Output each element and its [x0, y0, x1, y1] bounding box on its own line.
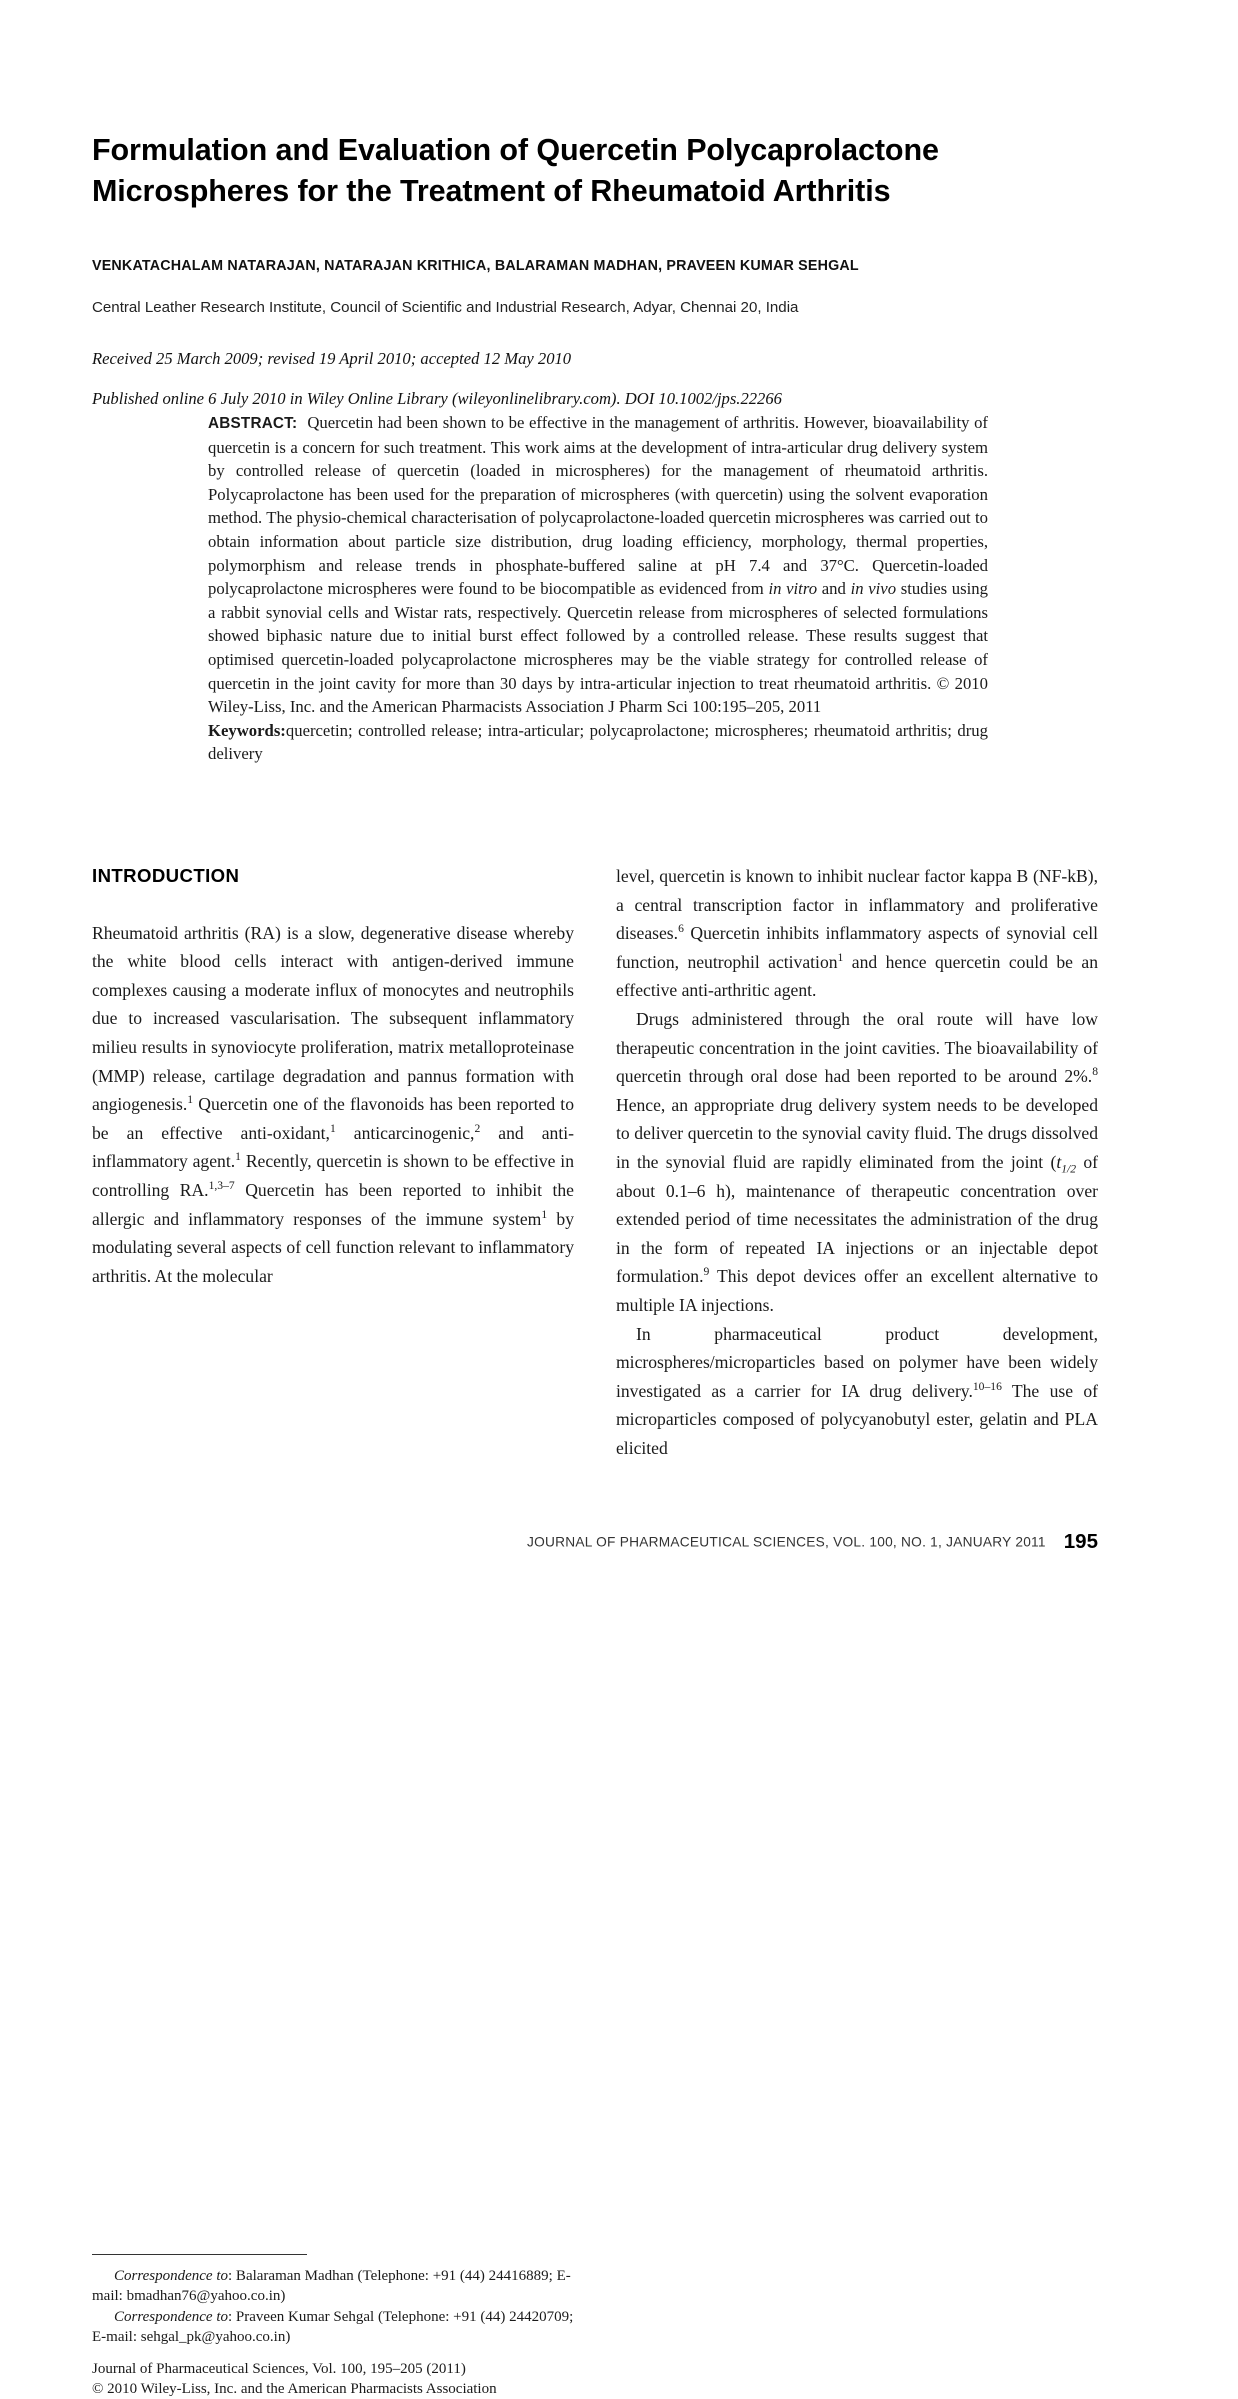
abstract-italic-in-vivo: in vivo: [850, 579, 897, 599]
running-head: JOURNAL OF PHARMACEUTICAL SCIENCES, VOL. 100, NO. 1, JANUARY 2011: [526, 1534, 1046, 1550]
abstract-italic-in-vitro: in vitro: [768, 579, 818, 599]
abstract-part-3: studies using a rabbit synovial cells and Wistar rats, respectively. Quercetin release from microspheres of selected formulations showed biphasic nature due to initial burst effect followed by a controlled release. These results suggest that optimised quercetin-loaded polycaprolactone microspheres may be the viable strategy for controlled release of quercetin in the joint cavity for more than 30 days by intra-articular injection to treat rheumatoid arthritis. © 2010 Wiley-Liss, Inc. and the American Pharmacists Association J Pharm Sci 100:195–205, 2011: [208, 579, 988, 717]
submission-history: Received 25 March 2009; revised 19 April 2010; accepted 12 May 2010: [92, 349, 572, 368]
ref-marker-6: 1: [541, 1207, 548, 1221]
correspondence-2-text: : Praveen Kumar Sehgal (Telephone: +91 (44) 24420709; E-mail: sehgal_pk@yahoo.co.in): [92, 2308, 574, 2346]
abstract-label: ABSTRACT:: [208, 415, 298, 432]
body-column-left: [92, 862, 574, 2398]
half-life-symbol: [1056, 1151, 1077, 1176]
correspondence-2-label: Correspondence to: [114, 2308, 229, 2325]
intro-left-seg-g: by modulating several aspects of cell function relevant to inflammatory arthritis. At the molecular: [92, 1208, 574, 1286]
ref-marker-9: 8: [1092, 1065, 1098, 1079]
journal-citation: Journal of Pharmaceutical Sciences, Vol. 100, 195–205 (2011): [92, 2360, 466, 2377]
intro-paragraph-right-3: [616, 1320, 1098, 1463]
intro-right-seg-i: The use of microparticles composed of polycyanobutyl ester, gelatin and PLA elicited: [616, 1380, 1098, 1458]
intro-right-seg-f: of about 0.1–6 h), maintenance of therapeutic concentration over extended period of time necessitates the administration of the drug in the form of repeated IA injections or an injectable depot formulation.: [616, 1151, 1098, 1287]
intro-right-seg-a: level, quercetin is known to inhibit nuclear factor kappa B (NF-kB), a central transcription factor in inflammatory and proliferative diseases.: [616, 866, 1098, 944]
ref-marker-1: 1: [187, 1093, 194, 1107]
body-column-right: [616, 862, 1098, 1462]
half-life-subscript: 1/2: [1061, 1162, 1077, 1176]
keywords-list: quercetin; controlled release; intra-articular; polycaprolactone; microspheres; rheumatoid arthritis; drug delivery: [208, 720, 988, 764]
intro-right-seg-h: In pharmaceutical product development, microspheres/microparticles based on polymer have been widely investigated as a carrier for IA drug delivery.: [616, 1323, 1098, 1401]
intro-right-seg-d: Drugs administered through the oral route will have low therapeutic concentration in the joint cavities. The bioavailability of quercetin through oral dose had been reported to be around 2%.: [616, 1008, 1098, 1087]
footnote-block: [92, 2254, 574, 2399]
intro-left-seg-d: and anti-inflammatory agent.: [92, 1122, 574, 1172]
footnote-divider: [92, 2254, 307, 2255]
affiliation: Central Leather Research Institute, Council of Scientific and Industrial Research, Adyar, Chennai 20, India: [92, 299, 799, 316]
intro-right-seg-e: Hence, an appropriate drug delivery system needs to be developed to deliver quercetin to the synovial cavity fluid. The drugs dissolved in the synovial fluid are rapidly eliminated from the joint (: [616, 1094, 1098, 1172]
correspondence-2: [92, 2307, 574, 2348]
abstract-block: [208, 411, 988, 766]
abstract-text: [208, 411, 988, 719]
intro-left-seg-c: anticarcinogenic,: [335, 1122, 475, 1143]
intro-right-seg-c: and hence quercetin could be an effective anti-arthritic agent.: [616, 951, 1098, 1001]
page-title: Formulation and Evaluation of Quercetin Polycaprolactone Microspheres for the Treatment of Rheumatoid Arthritis: [92, 133, 939, 208]
correspondence-1: [92, 2266, 574, 2307]
intro-left-seg-f: Quercetin has been reported to inhibit the allergic and inflammatory responses of the immune system: [92, 1179, 574, 1229]
intro-left-seg-a: Rheumatoid arthritis (RA) is a slow, degenerative disease whereby the white blood cells interact with antigen-derived immune complexes causing a moderate influx of monocytes and neutrophils due to increased vascularisation. The subsequent inflammatory milieu results in synoviocyte proliferation, matrix metalloproteinase (MMP) release, cartilage degradation and pannus formation with angiogenesis.: [92, 922, 574, 1115]
keywords-label: Keywords:: [208, 720, 286, 740]
abstract-part-2: and: [817, 579, 851, 599]
publication-note: Published online 6 July 2010 in Wiley Online Library (wileyonlinelibrary.com). DOI 10.1002/jps.22266: [92, 389, 782, 408]
ref-marker-8: 1: [837, 950, 844, 964]
intro-paragraph-right-1: [616, 862, 1098, 1005]
article-page: [92, 0, 1098, 2398]
ref-marker-2: 1: [329, 1121, 336, 1135]
ref-marker-7: 6: [678, 922, 684, 936]
correspondence-1-text: : Balaraman Madhan (Telephone: +91 (44) 24416889; E-mail: bmadhan76@yahoo.co.in): [92, 2268, 571, 2305]
author-list: VENKATACHALAM NATARAJAN, NATARAJAN KRITHICA, BALARAMAN MADHAN, PRAVEEN KUMAR SEHGAL: [92, 258, 859, 274]
intro-right-seg-g: This depot devices offer an excellent alternative to multiple IA injections.: [616, 1266, 1098, 1315]
ref-marker-3: 2: [474, 1121, 481, 1135]
page-footer: [92, 1530, 1098, 1554]
ref-marker-11: 10–16: [972, 1379, 1002, 1393]
intro-left-seg-e: Recently, quercetin is shown to be effective in controlling RA.: [92, 1151, 574, 1200]
keywords-line: [208, 719, 988, 766]
copyright-line: © 2010 Wiley-Liss, Inc. and the American Pharmacists Association: [92, 2381, 497, 2398]
ref-marker-5: 1,3–7: [208, 1179, 235, 1193]
half-life-base: t: [1056, 1151, 1062, 1172]
intro-right-seg-b: Quercetin inhibits inflammatory aspects of synovial cell function, neutrophil activation: [616, 923, 1098, 972]
intro-paragraph-left-1: [92, 919, 574, 1291]
intro-left-seg-b: Quercetin one of the flavonoids has been reported to be an effective anti-oxidant,: [92, 1094, 574, 1143]
ref-marker-10: 9: [703, 1265, 710, 1279]
ref-marker-4: 1: [235, 1150, 241, 1164]
correspondence-1-label: Correspondence to: [114, 2268, 229, 2284]
section-heading-introduction: INTRODUCTION: [92, 865, 240, 886]
intro-paragraph-right-2: [616, 1005, 1098, 1320]
abstract-part-1: Quercetin had been shown to be effective in the management of arthritis. However, bioavailability of quercetin is a concern for such treatment. This work aims at the development of intra-articular drug delivery system by controlled release of quercetin (loaded in microspheres) for the management of rheumatoid arthritis. Polycaprolactone has been used for the preparation of microspheres (with quercetin) using the solvent evaporation method. The physio-chemical characterisation of polycaprolactone-loaded quercetin microspheres was carried out to obtain information about particle size distribution, drug loading efficiency, morphology, thermal properties, polymorphism and release trends in phosphate-buffered saline at pH 7.4 and 37°C. Quercetin-loaded polycaprolactone microspheres were found to be biocompatible as evidenced from: [208, 413, 988, 599]
page-number: 195: [1063, 1530, 1098, 1553]
